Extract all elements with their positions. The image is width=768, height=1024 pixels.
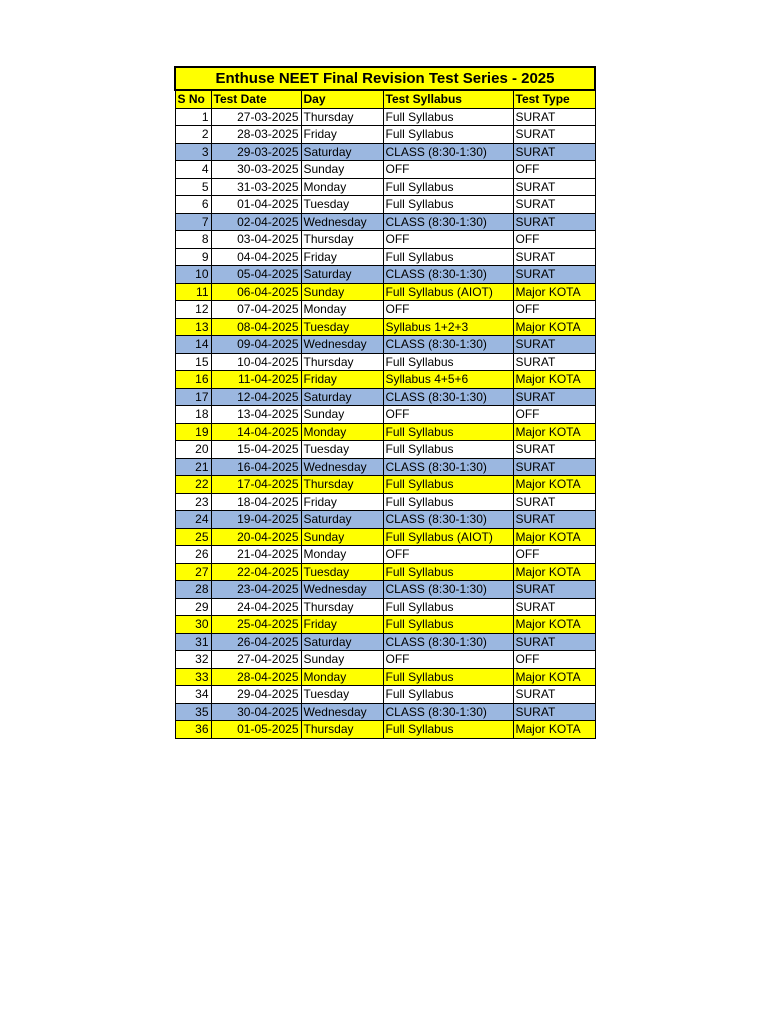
cell-test-date: 16-04-2025: [211, 458, 301, 476]
cell-sno: 23: [175, 493, 211, 511]
cell-test-date: 06-04-2025: [211, 283, 301, 301]
cell-test-type: SURAT: [513, 388, 595, 406]
header-test-date: Test Date: [211, 90, 301, 108]
cell-test-syllabus: CLASS (8:30-1:30): [383, 143, 513, 161]
cell-test-type: SURAT: [513, 598, 595, 616]
cell-test-syllabus: Full Syllabus: [383, 668, 513, 686]
cell-sno: 34: [175, 686, 211, 704]
cell-sno: 4: [175, 161, 211, 179]
header-sno: S No: [175, 90, 211, 108]
table-row: [175, 703, 595, 721]
cell-test-date: 18-04-2025: [211, 493, 301, 511]
table-row: [175, 108, 595, 126]
cell-test-type: OFF: [513, 406, 595, 424]
cell-test-type: SURAT: [513, 493, 595, 511]
cell-test-syllabus: CLASS (8:30-1:30): [383, 581, 513, 599]
cell-day: Monday: [301, 423, 383, 441]
cell-sno: 15: [175, 353, 211, 371]
cell-day: Sunday: [301, 283, 383, 301]
cell-test-type: Major KOTA: [513, 371, 595, 389]
cell-test-syllabus: Full Syllabus: [383, 563, 513, 581]
cell-test-date: 02-04-2025: [211, 213, 301, 231]
cell-day: Saturday: [301, 633, 383, 651]
cell-day: Tuesday: [301, 441, 383, 459]
schedule-table: [174, 66, 596, 739]
cell-test-syllabus: OFF: [383, 546, 513, 564]
cell-test-type: SURAT: [513, 353, 595, 371]
cell-test-type: OFF: [513, 546, 595, 564]
cell-test-type: Major KOTA: [513, 476, 595, 494]
cell-day: Monday: [301, 178, 383, 196]
cell-day: Friday: [301, 493, 383, 511]
cell-test-type: SURAT: [513, 703, 595, 721]
cell-test-date: 22-04-2025: [211, 563, 301, 581]
cell-test-date: 10-04-2025: [211, 353, 301, 371]
cell-test-syllabus: Full Syllabus: [383, 126, 513, 144]
cell-test-date: 24-04-2025: [211, 598, 301, 616]
cell-test-type: SURAT: [513, 633, 595, 651]
cell-sno: 10: [175, 266, 211, 284]
cell-test-type: Major KOTA: [513, 318, 595, 336]
table-row: [175, 406, 595, 424]
cell-test-syllabus: CLASS (8:30-1:30): [383, 266, 513, 284]
header-test-syllabus: Test Syllabus: [383, 90, 513, 108]
cell-test-syllabus: Full Syllabus: [383, 178, 513, 196]
cell-test-date: 19-04-2025: [211, 511, 301, 529]
cell-sno: 32: [175, 651, 211, 669]
table-row: [175, 546, 595, 564]
cell-day: Wednesday: [301, 581, 383, 599]
cell-day: Tuesday: [301, 563, 383, 581]
cell-day: Thursday: [301, 353, 383, 371]
cell-test-syllabus: Full Syllabus: [383, 616, 513, 634]
cell-day: Monday: [301, 301, 383, 319]
cell-test-syllabus: Full Syllabus (AIOT): [383, 528, 513, 546]
cell-test-type: SURAT: [513, 511, 595, 529]
cell-test-syllabus: CLASS (8:30-1:30): [383, 458, 513, 476]
cell-test-date: 11-04-2025: [211, 371, 301, 389]
cell-test-syllabus: Full Syllabus: [383, 196, 513, 214]
cell-day: Sunday: [301, 406, 383, 424]
cell-sno: 27: [175, 563, 211, 581]
table-row: [175, 493, 595, 511]
cell-test-date: 07-04-2025: [211, 301, 301, 319]
table-row: [175, 686, 595, 704]
table-row: [175, 721, 595, 739]
cell-test-type: SURAT: [513, 178, 595, 196]
cell-sno: 3: [175, 143, 211, 161]
cell-sno: 26: [175, 546, 211, 564]
cell-test-type: Major KOTA: [513, 423, 595, 441]
cell-sno: 8: [175, 231, 211, 249]
cell-day: Thursday: [301, 721, 383, 739]
table-row: [175, 633, 595, 651]
table-row: [175, 371, 595, 389]
cell-day: Tuesday: [301, 318, 383, 336]
table-row: [175, 563, 595, 581]
cell-test-type: OFF: [513, 651, 595, 669]
cell-test-date: 29-04-2025: [211, 686, 301, 704]
cell-sno: 17: [175, 388, 211, 406]
cell-day: Thursday: [301, 598, 383, 616]
table-title: Enthuse NEET Final Revision Test Series - 2025: [175, 67, 595, 90]
cell-sno: 16: [175, 371, 211, 389]
cell-test-date: 26-04-2025: [211, 633, 301, 651]
cell-test-syllabus: Full Syllabus: [383, 686, 513, 704]
cell-sno: 20: [175, 441, 211, 459]
cell-day: Saturday: [301, 143, 383, 161]
table-row: [175, 161, 595, 179]
cell-test-date: 27-04-2025: [211, 651, 301, 669]
cell-test-syllabus: Full Syllabus: [383, 721, 513, 739]
cell-test-date: 20-04-2025: [211, 528, 301, 546]
cell-test-type: Major KOTA: [513, 528, 595, 546]
cell-sno: 30: [175, 616, 211, 634]
cell-day: Friday: [301, 126, 383, 144]
cell-day: Friday: [301, 616, 383, 634]
table-row: [175, 283, 595, 301]
cell-test-date: 01-05-2025: [211, 721, 301, 739]
cell-day: Wednesday: [301, 703, 383, 721]
cell-test-syllabus: Full Syllabus: [383, 598, 513, 616]
table-row: [175, 458, 595, 476]
cell-day: Monday: [301, 668, 383, 686]
cell-sno: 22: [175, 476, 211, 494]
cell-test-syllabus: Full Syllabus: [383, 423, 513, 441]
cell-sno: 33: [175, 668, 211, 686]
table-row: [175, 231, 595, 249]
header-row: [175, 90, 595, 108]
cell-sno: 5: [175, 178, 211, 196]
cell-test-date: 23-04-2025: [211, 581, 301, 599]
cell-test-type: Major KOTA: [513, 283, 595, 301]
table-row: [175, 616, 595, 634]
cell-sno: 35: [175, 703, 211, 721]
cell-sno: 29: [175, 598, 211, 616]
cell-test-date: 04-04-2025: [211, 248, 301, 266]
cell-test-type: Major KOTA: [513, 616, 595, 634]
cell-test-type: SURAT: [513, 441, 595, 459]
table-row: [175, 266, 595, 284]
cell-test-syllabus: Full Syllabus: [383, 493, 513, 511]
cell-test-type: OFF: [513, 301, 595, 319]
table-row: [175, 388, 595, 406]
cell-day: Friday: [301, 248, 383, 266]
cell-test-syllabus: OFF: [383, 651, 513, 669]
cell-sno: 13: [175, 318, 211, 336]
cell-test-date: 15-04-2025: [211, 441, 301, 459]
cell-sno: 9: [175, 248, 211, 266]
cell-test-type: SURAT: [513, 581, 595, 599]
cell-test-date: 17-04-2025: [211, 476, 301, 494]
table-row: [175, 476, 595, 494]
cell-test-type: SURAT: [513, 126, 595, 144]
cell-test-syllabus: Syllabus 1+2+3: [383, 318, 513, 336]
cell-test-date: 01-04-2025: [211, 196, 301, 214]
table-row: [175, 353, 595, 371]
cell-sno: 25: [175, 528, 211, 546]
cell-test-syllabus: CLASS (8:30-1:30): [383, 633, 513, 651]
cell-sno: 2: [175, 126, 211, 144]
cell-test-type: SURAT: [513, 458, 595, 476]
cell-day: Tuesday: [301, 196, 383, 214]
cell-test-syllabus: OFF: [383, 406, 513, 424]
cell-sno: 21: [175, 458, 211, 476]
cell-sno: 6: [175, 196, 211, 214]
cell-sno: 28: [175, 581, 211, 599]
cell-test-date: 30-03-2025: [211, 161, 301, 179]
cell-sno: 18: [175, 406, 211, 424]
cell-test-syllabus: Full Syllabus (AIOT): [383, 283, 513, 301]
cell-test-syllabus: CLASS (8:30-1:30): [383, 213, 513, 231]
table-row: [175, 213, 595, 231]
cell-test-syllabus: CLASS (8:30-1:30): [383, 388, 513, 406]
cell-test-syllabus: Full Syllabus: [383, 248, 513, 266]
cell-day: Thursday: [301, 108, 383, 126]
cell-test-syllabus: Full Syllabus: [383, 476, 513, 494]
table-row: [175, 318, 595, 336]
cell-sno: 14: [175, 336, 211, 354]
cell-test-type: OFF: [513, 231, 595, 249]
cell-day: Sunday: [301, 651, 383, 669]
cell-sno: 19: [175, 423, 211, 441]
cell-day: Wednesday: [301, 336, 383, 354]
cell-day: Sunday: [301, 161, 383, 179]
cell-test-syllabus: Full Syllabus: [383, 353, 513, 371]
cell-test-type: OFF: [513, 161, 595, 179]
cell-test-syllabus: Full Syllabus: [383, 108, 513, 126]
table-row: [175, 178, 595, 196]
cell-test-syllabus: CLASS (8:30-1:30): [383, 703, 513, 721]
cell-test-date: 12-04-2025: [211, 388, 301, 406]
table-row: [175, 301, 595, 319]
cell-test-type: Major KOTA: [513, 721, 595, 739]
cell-test-date: 13-04-2025: [211, 406, 301, 424]
cell-day: Wednesday: [301, 213, 383, 231]
cell-day: Tuesday: [301, 686, 383, 704]
cell-test-date: 05-04-2025: [211, 266, 301, 284]
table-row: [175, 423, 595, 441]
cell-day: Friday: [301, 371, 383, 389]
table-row: [175, 336, 595, 354]
cell-test-syllabus: Full Syllabus: [383, 441, 513, 459]
cell-test-syllabus: CLASS (8:30-1:30): [383, 336, 513, 354]
table-row: [175, 651, 595, 669]
cell-test-date: 25-04-2025: [211, 616, 301, 634]
cell-sno: 7: [175, 213, 211, 231]
cell-day: Sunday: [301, 528, 383, 546]
cell-test-syllabus: OFF: [383, 301, 513, 319]
cell-day: Saturday: [301, 266, 383, 284]
cell-test-type: SURAT: [513, 248, 595, 266]
header-test-type: Test Type: [513, 90, 595, 108]
cell-sno: 1: [175, 108, 211, 126]
cell-test-type: SURAT: [513, 686, 595, 704]
cell-test-type: SURAT: [513, 336, 595, 354]
cell-test-date: 27-03-2025: [211, 108, 301, 126]
table-row: [175, 196, 595, 214]
cell-day: Saturday: [301, 511, 383, 529]
header-day: Day: [301, 90, 383, 108]
cell-test-type: SURAT: [513, 108, 595, 126]
cell-test-date: 29-03-2025: [211, 143, 301, 161]
table-row: [175, 143, 595, 161]
table-row: [175, 668, 595, 686]
cell-test-type: SURAT: [513, 266, 595, 284]
cell-test-type: SURAT: [513, 213, 595, 231]
table-row: [175, 598, 595, 616]
cell-day: Thursday: [301, 476, 383, 494]
table-row: [175, 441, 595, 459]
cell-test-date: 03-04-2025: [211, 231, 301, 249]
cell-test-type: SURAT: [513, 196, 595, 214]
cell-sno: 11: [175, 283, 211, 301]
cell-test-date: 30-04-2025: [211, 703, 301, 721]
cell-sno: 36: [175, 721, 211, 739]
cell-test-syllabus: OFF: [383, 231, 513, 249]
cell-day: Thursday: [301, 231, 383, 249]
cell-sno: 12: [175, 301, 211, 319]
cell-day: Monday: [301, 546, 383, 564]
cell-test-syllabus: CLASS (8:30-1:30): [383, 511, 513, 529]
cell-test-date: 21-04-2025: [211, 546, 301, 564]
cell-test-type: Major KOTA: [513, 563, 595, 581]
cell-test-syllabus: Syllabus 4+5+6: [383, 371, 513, 389]
cell-test-date: 28-04-2025: [211, 668, 301, 686]
cell-test-date: 14-04-2025: [211, 423, 301, 441]
table-row: [175, 248, 595, 266]
cell-sno: 24: [175, 511, 211, 529]
table-row: [175, 511, 595, 529]
cell-day: Saturday: [301, 388, 383, 406]
cell-sno: 31: [175, 633, 211, 651]
table-row: [175, 528, 595, 546]
cell-test-type: SURAT: [513, 143, 595, 161]
cell-test-syllabus: OFF: [383, 161, 513, 179]
cell-test-date: 28-03-2025: [211, 126, 301, 144]
cell-test-date: 08-04-2025: [211, 318, 301, 336]
cell-test-type: Major KOTA: [513, 668, 595, 686]
cell-test-date: 09-04-2025: [211, 336, 301, 354]
cell-test-date: 31-03-2025: [211, 178, 301, 196]
table-row: [175, 581, 595, 599]
cell-day: Wednesday: [301, 458, 383, 476]
table-row: [175, 126, 595, 144]
